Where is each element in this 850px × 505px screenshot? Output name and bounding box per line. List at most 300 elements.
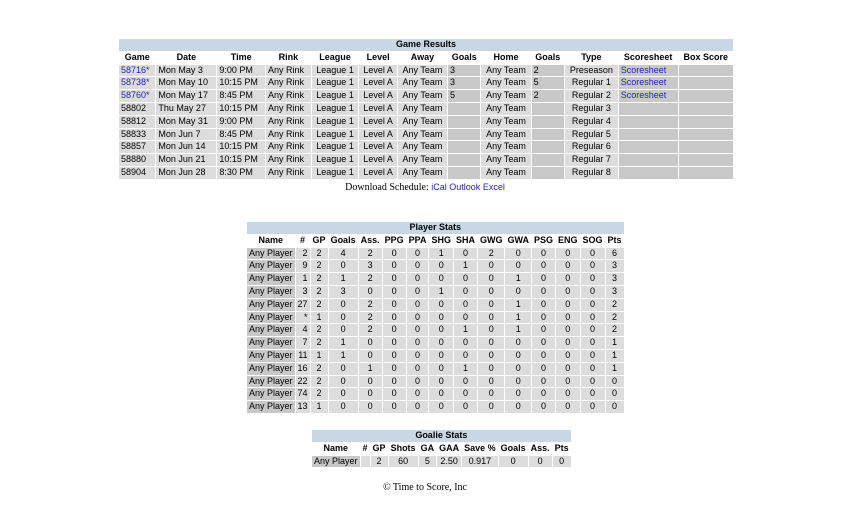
stat-cell: 3 [606,260,624,272]
cell-level: Level A [359,90,397,102]
cell-time: 10:15 PM [217,154,265,166]
game-results-header: League [312,52,359,64]
cell-time: 9:00 PM [217,116,265,128]
stat-cell: 0 [532,401,555,413]
stat-cell: 2 [311,363,328,375]
stat-cell: 0 [478,286,505,298]
cell-away-goals [448,141,480,153]
goalie-stats-title: Goalie Stats [312,430,571,442]
footer-copyright: © Time to Score, Inc [383,482,467,493]
cell-away-goals [448,103,480,115]
player-name: Any Player [249,247,293,258]
cell-game: 58904 [119,167,155,179]
cell-away-goals: 3 [448,65,480,77]
stat-cell: 0 [383,299,406,311]
cell-level: Level A [359,129,397,141]
stat-cell: 0 [383,260,406,272]
stat-cell: 0 [383,388,406,400]
player-name: Any Player [249,298,293,309]
cell-home: Any Team [481,116,530,128]
game-link[interactable]: 58716* [121,64,150,75]
cell-away-goals [448,129,480,141]
stat-cell: 0 [454,286,477,298]
cell-box [679,154,733,166]
table-row [119,154,733,166]
stat-cell: 0 [359,388,382,400]
stat-cell: 0 [556,260,580,272]
stat-cell: 2 [359,299,382,311]
cell-rink: Any Rink [266,116,311,128]
stat-cell: 0 [532,273,555,285]
stat-cell: 0 [478,388,505,400]
stat-cell: 0 [556,286,580,298]
cell-box [679,141,733,153]
cell-box [679,116,733,128]
stat-cell: 0 [329,324,358,336]
goalie-stats-header: Pts [554,442,569,453]
cell-time: 8:30 PM [217,167,265,179]
cell-level: Level A [359,141,397,153]
stat-cell: 0 [407,337,429,349]
game-results-header: Scoresheet [619,52,678,64]
stat-cell: 0 [329,312,358,324]
cell-date: Mon Jun 14 [156,141,216,153]
table-row [247,286,624,298]
cell-home: Any Team [481,129,530,141]
stat-cell: 3 [606,273,624,285]
stat-cell: 11 [296,350,310,362]
stat-cell: 3 [329,286,358,298]
player-stats-header: # [296,235,310,247]
cell-league: League 1 [312,129,359,141]
stat-cell: 0 [532,363,555,375]
stat-cell: 0 [556,312,580,324]
cell-home: Any Team [481,90,530,102]
game-results-header: Box Score [679,52,733,64]
cell-home-goals: 2 [532,65,564,77]
cell-home: Any Team [481,167,530,179]
stat-cell: 0 [429,401,453,413]
cell-home: Any Team [481,103,530,115]
cell-home: Any Team [481,65,530,77]
stat-cell: 0 [606,376,624,388]
cell-away: Any Team [398,116,447,128]
stat-cell: 0 [581,350,605,362]
scoresheet-link[interactable]: Scoresheet [620,90,667,101]
stat-cell: 7 [296,337,310,349]
cell-type: Regular 8 [565,167,618,179]
cell-game: 58802 [119,103,155,115]
stat-cell: 0 [407,299,429,311]
stat-cell: 0 [383,350,406,362]
player-name: Any Player [249,273,293,284]
stat-cell: 1 [505,324,531,336]
player-name: Any Player [249,388,293,399]
cell-league: League 1 [312,167,359,179]
stat-cell: 1 [505,312,531,324]
stat-cell: 0 [383,286,406,298]
goalie-stats-header: # [362,442,368,453]
player-name: Any Player [249,362,293,373]
table-row [119,129,733,141]
cell-level: Level A [359,65,397,77]
stat-cell: 2 [311,324,328,336]
stat-cell: 1 [606,337,624,349]
cell-away-goals [448,116,480,128]
table-row [119,116,733,128]
stat-cell: 0 [581,299,605,311]
cell-away: Any Team [398,129,447,141]
stat-cell: 1 [429,248,453,260]
stat-cell: 0 [329,376,358,388]
cell-level: Level A [359,77,397,89]
cell-scoresheet [619,167,678,179]
game-results-header: Goals [448,52,480,64]
cell-date: Mon Jun 21 [156,154,216,166]
cell-away: Any Team [398,90,447,102]
cell-box [679,103,733,115]
cell-date: Mon Jun 7 [156,129,216,141]
stat-cell: 2 [311,299,328,311]
stat-cell: 74 [297,388,308,399]
stat-cell: 0 [478,350,505,362]
cell-home: Any Team [481,77,530,89]
cell-game: 58857 [119,141,155,153]
table-row [247,248,624,260]
stat-cell: 0 [556,337,580,349]
cell-scoresheet [619,77,678,89]
player-stats-header: GP [312,234,326,245]
table-row [247,363,624,375]
stat-cell: 0 [553,456,571,468]
cell-rink: Any Rink [266,65,311,77]
cell-home: Any Team [481,154,530,166]
cell-league: League 1 [312,154,359,166]
player-name: Any Player [249,260,293,271]
stat-cell: 0 [454,388,477,400]
cell-box [679,167,733,179]
cell-date: Thu May 27 [156,103,216,115]
goalie-stats-header: Goals [500,442,526,453]
cell-game: 58812 [119,116,155,128]
stat-cell: 0 [581,286,605,298]
game-results-header: Game [119,52,155,64]
game-results-header: Away [398,52,447,64]
stat-cell: 2 [606,312,624,324]
cell-game [119,65,155,77]
stat-cell: 1 [505,273,531,285]
stat-cell: 9 [296,260,310,272]
stat-cell: 2 [311,376,328,388]
table-row [247,273,624,285]
stat-cell: 3 [606,286,624,298]
player-name: Any Player [249,285,293,296]
excel-link[interactable]: Excel [482,182,505,192]
table-row [247,324,624,336]
stat-cell: 0 [505,337,531,349]
player-stats-header: PSG [533,234,553,245]
stat-cell: 0 [532,260,555,272]
player-stats-header: SOG [582,234,603,245]
stat-cell: 0 [429,388,453,400]
stat-cell: 0 [505,376,531,388]
stat-cell: 0 [429,363,453,375]
stat-cell: 1 [454,363,477,375]
cell-date: Mon May 31 [156,116,216,128]
stat-cell: 1 [606,363,624,375]
stat-cell: 0 [478,401,505,413]
stat-cell: 0 [383,376,406,388]
cell-league: League 1 [312,65,359,77]
cell-type: Regular 2 [565,90,618,102]
game-results-header: Date [156,52,216,64]
stat-cell: 0 [505,260,531,272]
cell-type: Regular 6 [565,141,618,153]
cell-scoresheet [619,116,678,128]
stat-cell: 2 [296,248,310,260]
stat-cell: 0 [383,273,406,285]
cell-home-goals: 5 [532,77,564,89]
cell-away: Any Team [398,65,447,77]
outlook-link[interactable]: Outlook [449,182,481,192]
stat-cell: 0 [532,248,555,260]
cell-type: Regular 1 [565,77,618,89]
stat-cell: 0 [429,273,453,285]
stat-cell: 0 [532,376,555,388]
cell-game: 58880 [119,154,155,166]
ical-link[interactable]: iCal [431,182,447,192]
stat-cell: 0 [407,286,429,298]
cell-game [119,77,155,89]
game-results-title: Game Results [119,39,733,51]
cell-rink: Any Rink [266,129,311,141]
stat-cell: 0 [478,312,505,324]
stat-cell: 0 [429,312,453,324]
stat-cell: 0 [478,376,505,388]
stat-cell: 0 [581,401,605,413]
player-stats-table [246,221,625,414]
stat-cell: 2 [311,337,328,349]
cell-scoresheet [619,90,678,102]
cell-league: League 1 [312,77,359,89]
cell-type: Preseason [565,65,618,77]
stat-cell: 13 [297,401,308,412]
stat-cell: 0 [505,388,531,400]
stat-cell: 0 [529,456,552,468]
stat-cell: 0 [556,388,580,400]
cell-box [679,90,733,102]
stat-cell: 0 [556,401,580,413]
stat-cell: 0 [407,324,429,336]
stat-cell: 0 [329,363,358,375]
stat-cell: 0 [383,363,406,375]
stat-cell: 2 [359,273,382,285]
stat-cell: 1 [359,363,382,375]
stat-cell: 0 [454,401,477,413]
cell-level: Level A [359,167,397,179]
stat-cell: 0 [581,248,605,260]
game-link[interactable]: 58738* [121,77,150,88]
cell-rink: Any Rink [266,103,311,115]
game-results-header: Goals [532,52,564,64]
stat-cell: 2 [311,273,328,285]
cell-rink: Any Rink [266,141,311,153]
game-results-header: Rink [266,52,311,64]
cell-box [679,65,733,77]
game-link[interactable]: 58760* [121,90,150,101]
stat-cell: 0 [581,312,605,324]
stat-cell: 0 [407,273,429,285]
table-row [247,337,624,349]
stat-cell: 0 [581,363,605,375]
cell-type: Regular 4 [565,116,618,128]
stat-cell: 0 [478,337,505,349]
cell-date: Mon May 3 [156,65,216,77]
table-row [119,167,733,179]
stat-cell: 0 [429,350,453,362]
stat-cell: 0 [359,337,382,349]
stat-cell: 1 [505,299,531,311]
cell-home-goals [532,141,564,153]
stat-cell: 1 [329,273,358,285]
stat-cell: 0 [383,312,406,324]
stat-cell: 0 [556,248,580,260]
stat-cell: 0 [478,363,505,375]
stat-cell: 0 [359,350,382,362]
goalie-stats-header: Shots [390,442,416,453]
player-name: Any Player [249,337,293,348]
stat-cell: 0 [505,363,531,375]
stat-cell: 0 [556,299,580,311]
table-row [312,456,571,468]
cell-away-goals: 5 [448,90,480,102]
cell-time: 8:45 PM [217,129,265,141]
stat-cell: 27 [297,298,308,309]
cell-level: Level A [359,154,397,166]
stat-cell: 4 [329,248,358,260]
table-row [247,312,624,324]
cell-league: League 1 [312,116,359,128]
stat-cell: 1 [296,273,310,285]
stat-cell: 0 [532,350,555,362]
stat-cell: 0 [532,324,555,336]
cell-away-goals [448,154,480,166]
stat-cell: 0 [383,337,406,349]
stat-cell: 2 [359,248,382,260]
player-stats-header: SHG [431,234,451,245]
stat-cell: 0 [556,376,580,388]
player-stats-header: Pts [607,234,622,245]
cell-rink: Any Rink [266,167,311,179]
game-results-header: Time [217,52,265,64]
stat-cell: 0 [329,260,358,272]
player-stats-header: GWG [479,234,503,245]
stat-cell: 0 [505,350,531,362]
stat-cell: 0 [329,401,358,413]
goalie-stats-header: GP [372,442,386,453]
cell-type: Regular 7 [565,154,618,166]
cell-away-goals: 3 [448,77,480,89]
stat-cell: 1 [454,260,477,272]
game-results-table [118,38,734,180]
stat-cell: 0 [429,299,453,311]
cell-time: 10:15 PM [217,103,265,115]
stat-cell: 2 [359,312,382,324]
stat-cell: 2 [359,324,382,336]
stat-cell: 0 [606,388,624,400]
stat-cell: 0 [556,363,580,375]
cell-level: Level A [359,116,397,128]
cell-league: League 1 [312,90,359,102]
stat-cell: 0 [505,401,531,413]
cell-away: Any Team [398,77,447,89]
scoresheet-link[interactable]: Scoresheet [620,64,667,75]
player-name: Any Player [249,349,293,360]
table-row [119,90,733,102]
cell-level: Level A [359,103,397,115]
stat-cell: 0 [556,273,580,285]
cell-home-goals [532,167,564,179]
cell-date: Mon Jun 28 [156,167,216,179]
stat-cell: 0 [581,260,605,272]
stat-cell: 0 [329,388,358,400]
stat-cell: 0 [407,401,429,413]
stat-cell: 0 [383,248,406,260]
player-stats-header: Goals [330,234,356,245]
goalie-stats-header: GA [420,442,435,453]
player-name: Any Player [249,375,293,386]
stat-cell: 0 [556,324,580,336]
stat-cell: 0 [581,273,605,285]
stat-cell: 0 [581,337,605,349]
stat-cell: 0 [359,376,382,388]
stat-cell: 0 [532,337,555,349]
player-stats-header: ENG [558,234,578,245]
stat-cell: 0 [359,286,382,298]
cell-away: Any Team [398,141,447,153]
stat-cell: 2 [606,324,624,336]
cell-game: 58833 [119,129,155,141]
cell-home-goals: 2 [532,90,564,102]
stat-cell: 0 [429,337,453,349]
player-stats-header: PPG [384,234,404,245]
goalie-stats-header: Name [312,443,360,455]
game-results-header: Home [481,52,530,64]
stat-cell: 0 [407,363,429,375]
cell-home-goals [532,154,564,166]
stat-cell: 0 [359,401,382,413]
stat-cell: 3 [359,260,382,272]
stat-cell: 0 [329,299,358,311]
cell-away-goals [448,167,480,179]
stat-cell: 0 [581,388,605,400]
goalie-stats-header: GAA [439,442,460,453]
player-stats-header: SHA [455,234,475,245]
stat-cell: 0 [383,324,406,336]
player-stats-title: Player Stats [247,222,624,234]
cell-scoresheet [619,65,678,77]
stat-cell: 0 [454,273,477,285]
cell-type: Regular 3 [565,103,618,115]
player-name: Any Player [249,311,293,322]
stat-cell: 1 [329,350,358,362]
stat-cell: 0 [556,350,580,362]
stat-cell: 0 [454,337,477,349]
cell-away: Any Team [398,154,447,166]
goalie-name: Any Player [314,455,358,466]
scoresheet-link[interactable]: Scoresheet [620,77,667,88]
stat-cell: 2 [311,286,328,298]
